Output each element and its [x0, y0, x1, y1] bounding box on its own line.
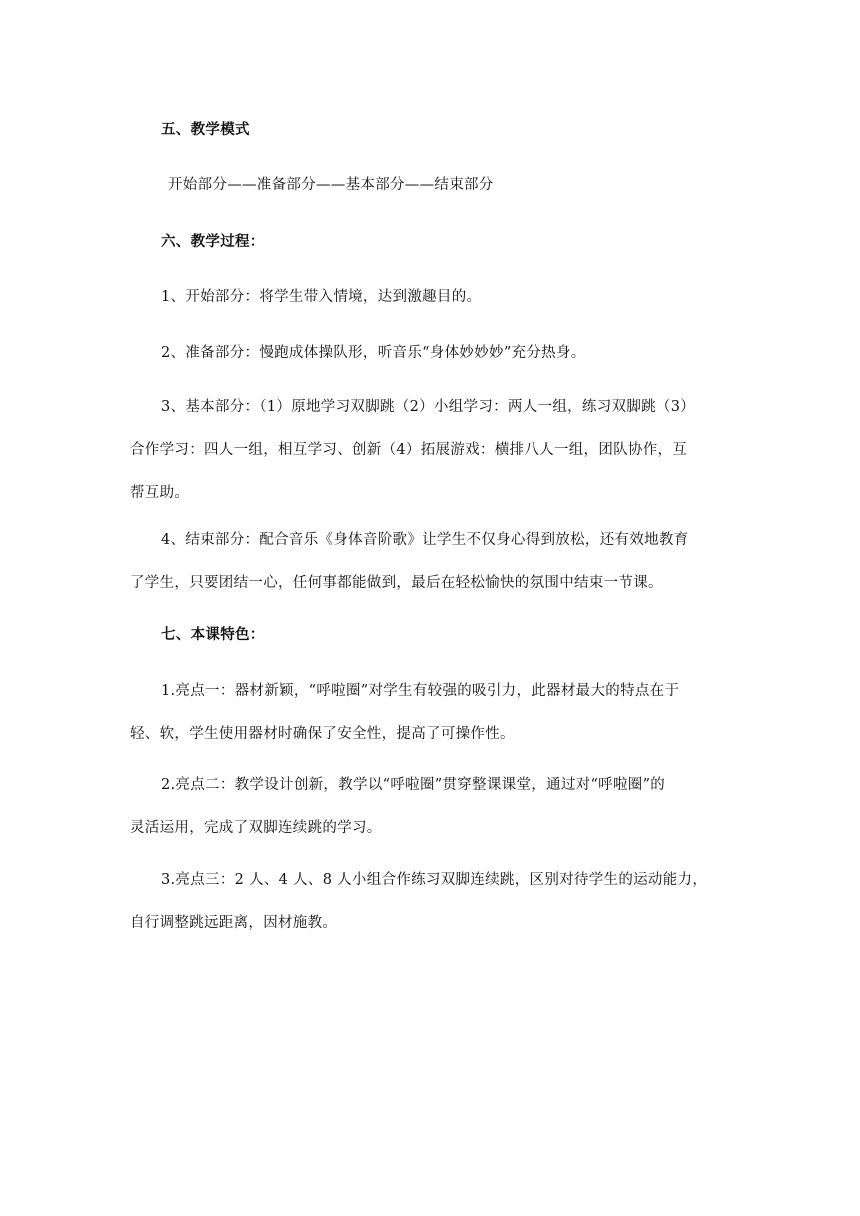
step-2-paragraph: 2、准备部分：慢跑成体操队形，听音乐“身体妙妙妙”充分热身。	[161, 345, 586, 361]
highlight-1-paragraph: 1.亮点一：器材新颖，“呼啦圈”对学生有较强的吸引力，此器材最大的特点在于 轻、软，学生使用器材时确保了安全性，提高了可操作性。	[130, 683, 680, 742]
section-six-heading: 六、教学过程：	[161, 233, 265, 250]
step-4-paragraph: 4、结束部分：配合音乐《身体音阶歌》让学生不仅身心得到放松，还有效地教育 了学生，只要团结一心，任何事都能做到，最后在轻松愉快的氛围中结束一节课。	[130, 532, 689, 591]
step-3-paragraph: 3、基本部分：（1）原地学习双脚跳（2）小组学习：两人一组，练习双脚跳（3） 合作学习：四人一组，相互学习、创新（4）拓展游戏：横排八人一组，团队协作，互 帮互助。	[130, 399, 696, 501]
section-five-heading: 五、教学模式	[161, 121, 250, 138]
highlight-3-paragraph: 3.亮点三：2 人、4 人、8 人小组合作练习双脚连续跳，区别对待学生的运动能力， 自行调整跳远距离，因材施教。	[130, 872, 708, 931]
section-seven-heading: 七、本课特色：	[161, 626, 265, 643]
teaching-mode-flow: 开始部分——准备部分——基本部分——结束部分	[168, 177, 494, 193]
step-1-paragraph: 1、开始部分：将学生带入情境，达到激趣目的。	[161, 289, 482, 305]
highlight-2-paragraph: 2.亮点二：教学设计创新，教学以“呼啦圈”贯穿整课课堂，通过对“呼啦圈”的 灵活运用，完成了双脚连续跳的学习。	[130, 777, 666, 836]
